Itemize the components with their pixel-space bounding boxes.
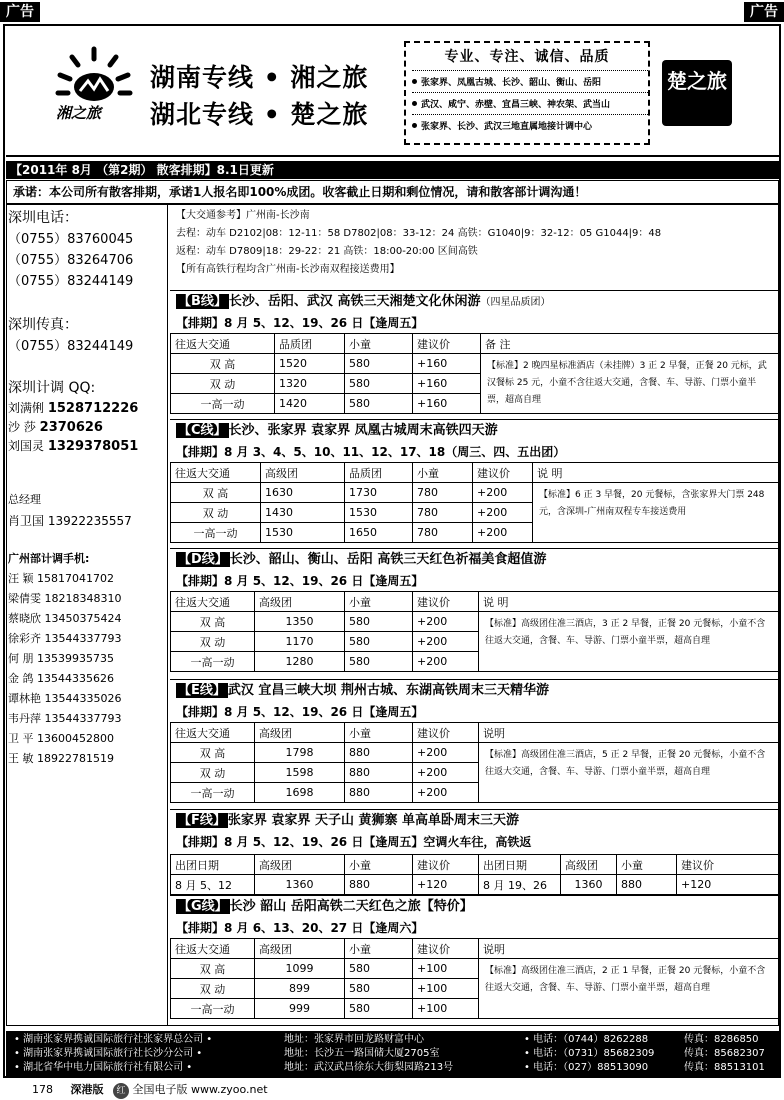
red-circle-icon: 红 (113, 1083, 129, 1099)
route-title: 【G线】 长沙 韶山 岳阳高铁二天红色之旅【特价】 (178, 899, 473, 914)
gz-contact: 卫 平 13600452800 (8, 732, 114, 745)
slogan-row (412, 92, 648, 114)
issue-notice: 【2011年 8月 （第2期） 散客排期】8.1日更新 (6, 161, 779, 179)
contact-column (8, 205, 168, 1025)
route-schedule: 【排期】8 月 5、12、19、26 日【逢周五】 (176, 316, 424, 330)
brand-line-hubei: 湖北专线 • 楚之旅 (150, 100, 369, 129)
route-note: 【标准】高级团住准三酒店，5 正 2 早餐，正餐 20 元餐标，小童不含往返大交通，含餐、车、导游、门票小童半票，超高自理 (479, 743, 779, 803)
gz-contact: 何 朋 13539935735 (8, 652, 114, 665)
sz-phone: （0755）83244149 (8, 274, 134, 289)
route-schedule: 【排期】8 月 5、12、19、26 日【逢周五】空调火车往，高铁返 (176, 835, 532, 849)
slogan-title: 专业、专注、诚信、品质 (444, 49, 610, 65)
traffic-line: 【所有高铁行程均含广州南-长沙南双程接送费用】 (176, 264, 400, 275)
route-schedule: 【排期】8 月 5、12、19、26 日【逢周五】 (176, 574, 424, 588)
route-g (170, 896, 779, 1024)
traffic-line: 去程：动车 D2102|08：12-11：58 D7802|08：33-12：24 高铁：G1040|9：32-12：05 G1044|9：48 (176, 228, 662, 239)
brand-line-hunan: 湖南专线 • 湘之旅 (150, 63, 369, 92)
route-note: 【标准】2 晚四星标准酒店（未挂牌）3 正 2 早餐，正餐 20 元标，武汉餐标 25 元，小童不含往返大交通，含餐、车、导游、门票小童半票，超高自理 (481, 354, 779, 414)
gz-contact: 王 敏 18922781519 (8, 752, 114, 765)
fax-title: 深圳传真： (8, 317, 78, 333)
page-number: 178 (32, 1083, 53, 1096)
ad-label-left: 广告 (0, 2, 40, 22)
gz-contact: 梁倩雯 18218348310 (8, 592, 122, 605)
sz-phone: （0755）83760045 (8, 232, 134, 247)
price-table: 往返大交通 高级团 品质团 小童 建议价 说 明 双 高 1630 1730 780 +200 【标准】6 正 3 早餐，20 元餐标，含张家界大门票 248 元，含深圳-广州南双程专车接送费用 双 动 1430 1530 780 +200 一高一动 1530 1650 780 +200 (170, 462, 779, 543)
gm-contact: 肖卫国 13922235557 (8, 514, 132, 528)
route-title: 【F线】 张家界 袁家界 天子山 黄狮寨 单高单卧周末三天游 (178, 813, 519, 828)
gz-contact: 徐彩齐 13544337793 (8, 632, 122, 645)
qq-entry: 刘国灵 1329378051 (8, 439, 139, 454)
slogan-row (412, 70, 648, 92)
qq-title: 深圳计调 QQ: (8, 380, 96, 396)
sz-phone-title: 深圳电话： (8, 210, 78, 226)
route-b (170, 291, 779, 420)
traffic-line: 返程：动车 D7809|18：29-22：21 高铁：18:00-20:00 区间高铁 (176, 246, 478, 257)
route-schedule: 【排期】8 月 5、12、19、26 日【逢周五】 (176, 705, 424, 719)
slogan-text: 张家界、长沙、武汉三地直属地接计调中心 (421, 122, 593, 132)
ad-label-right: 广告 (744, 2, 784, 22)
route-schedule: 【排期】8 月 6、13、20、27 日【逢周六】 (176, 921, 424, 935)
route-note: 【标准】高级团住准三酒店，2 正 1 早餐，正餐 20 元餐标，小童不含往返大交通，含餐、车、导游、门票小童半票，超高自理 (479, 959, 779, 1019)
traffic-info (170, 205, 779, 291)
footer-contacts (6, 1031, 779, 1077)
qq-entry: 刘满俐 1528712226 (8, 401, 139, 416)
gz-contact: 汪 颖 15817041702 (8, 572, 114, 585)
slogan-row (412, 114, 648, 136)
routes-column (170, 205, 779, 1024)
gz-contact: 韦丹萍 13544337793 (8, 712, 122, 725)
header-divider (6, 155, 779, 157)
promise-notice: 承诺：本公司所有散客排期，承诺1人报名即100%成团。收客截止日期和剩位情况，请和散客部计调沟通！ (6, 180, 779, 204)
slogan-text: 武汉、咸宁、赤壁、宜昌三峡、神农架、武当山 (421, 100, 611, 110)
footer-row: • 湖南张家界携诚国际旅行社张家界总公司 • 地址：张家界市回龙路财富中心 • 电话：（0744）8262288 传真：8286850 (14, 1034, 759, 1045)
edition-label: 深港版 (70, 1083, 104, 1096)
sz-phone: （0755）83264706 (8, 253, 134, 268)
route-title: 【C线】 长沙、张家界 袁家界 凤凰古城周末高铁四天游 (178, 423, 498, 438)
page-footer (8, 1081, 268, 1099)
price-table: 往返大交通 高级团 小童 建议价 说明 双 高 1798 880 +200 【标准】高级团住准三酒店，5 正 2 早餐，正餐 20 元餐标，小童不含往返大交通，含餐、车、导游、门票小童半票，超高自理 双 动 1598 880 +200 一高一动 1698 880 +200 (170, 722, 779, 803)
route-title: 【B线】 长沙、岳阳、武汉 高铁三天湘楚文化休闲游（四星品质团） (178, 294, 551, 309)
logo-text: 湘之旅 (56, 104, 102, 122)
traffic-line: 【大交通参考】广州南-长沙南 (176, 210, 310, 221)
route-e (170, 680, 779, 810)
footer-row: • 湖南张家界携诚国际旅行社长沙分公司 • 地址：长沙五一路国储大厦2705室 • 电话：（0731）85682309 传真：85682307 (14, 1048, 765, 1059)
fax-number: （0755）83244149 (8, 339, 134, 354)
route-title: 【D线】 长沙、韶山、衡山、岳阳 高铁三天红色祈福美食超值游 (178, 552, 547, 567)
price-table: 往返大交通 高级团 小童 建议价 说 明 双 高 1350 580 +200 【标准】高级团住准三酒店，3 正 2 早餐，正餐 20 元餐标，小童不含往返大交通，含餐、车、导游、门票小童半票，超高自理 双 动 1170 580 +200 一高一动 1280 580 +200 (170, 591, 779, 672)
gz-contact: 谭林艳 13544335026 (8, 692, 122, 705)
gz-contact: 金 鸽 13544335626 (8, 672, 114, 685)
price-table: 往返大交通 高级团 小童 建议价 说明 双 高 1099 580 +100 【标准】高级团住准三酒店，2 正 1 早餐，正餐 20 元餐标，小童不含往返大交通，含餐、车、导游、门票小童半票，超高自理 双 动 899 580 +100 一高一动 999 580 +100 (170, 938, 779, 1019)
route-schedule: 【排期】8 月 3、4、5、10、11、12、17、18（周三、四、五出团） (176, 445, 566, 459)
price-table: 出团日期 高级团 小童 建议价 出团日期 高级团 小童 建议价 8 月 5、12 1360 880 +120 8 月 19、26 1360 880 +120 (170, 854, 779, 895)
gm-title: 总经理 (8, 493, 41, 506)
slogan-box (404, 41, 650, 145)
route-f (170, 810, 779, 896)
slogan-text: 张家界、凤凰古城、长沙、韶山、衡山、岳阳 (421, 78, 602, 88)
gz-contact: 蔡晓欣 13450375424 (8, 612, 122, 625)
route-title: 【E线】 武汉 宜昌三峡大坝 荆州古城、东湖高铁周末三天精华游 (178, 683, 549, 698)
route-c (170, 420, 779, 549)
route-note: 【标准】6 正 3 早餐，20 元餐标，含张家界大门票 248 元，含深圳-广州南双程专车接送费用 (533, 483, 779, 543)
gz-title: 广州部计调手机: (8, 552, 90, 565)
chu-logo-icon: 楚之旅 (662, 60, 732, 126)
site-url: 全国电子版 www.zyoo.net (132, 1083, 268, 1096)
route-d (170, 549, 779, 680)
qq-entry: 沙 莎 2370626 (8, 420, 103, 435)
footer-row: • 湖北省华中电力国际旅行社有限公司 • 地址：武汉武昌徐东大街梨园路213号 • 电话：（027）88513090 传真：88513101 (14, 1062, 765, 1073)
route-note: 【标准】高级团住准三酒店，3 正 2 早餐，正餐 20 元餐标，小童不含往返大交通，含餐、车、导游、门票小童半票，超高自理 (479, 612, 779, 672)
price-table: 往返大交通 品质团 小童 建议价 备 注 双 高 1520 580 +160 【标准】2 晚四星标准酒店（未挂牌）3 正 2 早餐，正餐 20 元标，武汉餐标 25 元，小童不含往返大交通，含餐、车、导游、门票小童半票，超高自理 双 动 1320 580 +160 一高一动 1420 580 +160 (170, 333, 779, 414)
